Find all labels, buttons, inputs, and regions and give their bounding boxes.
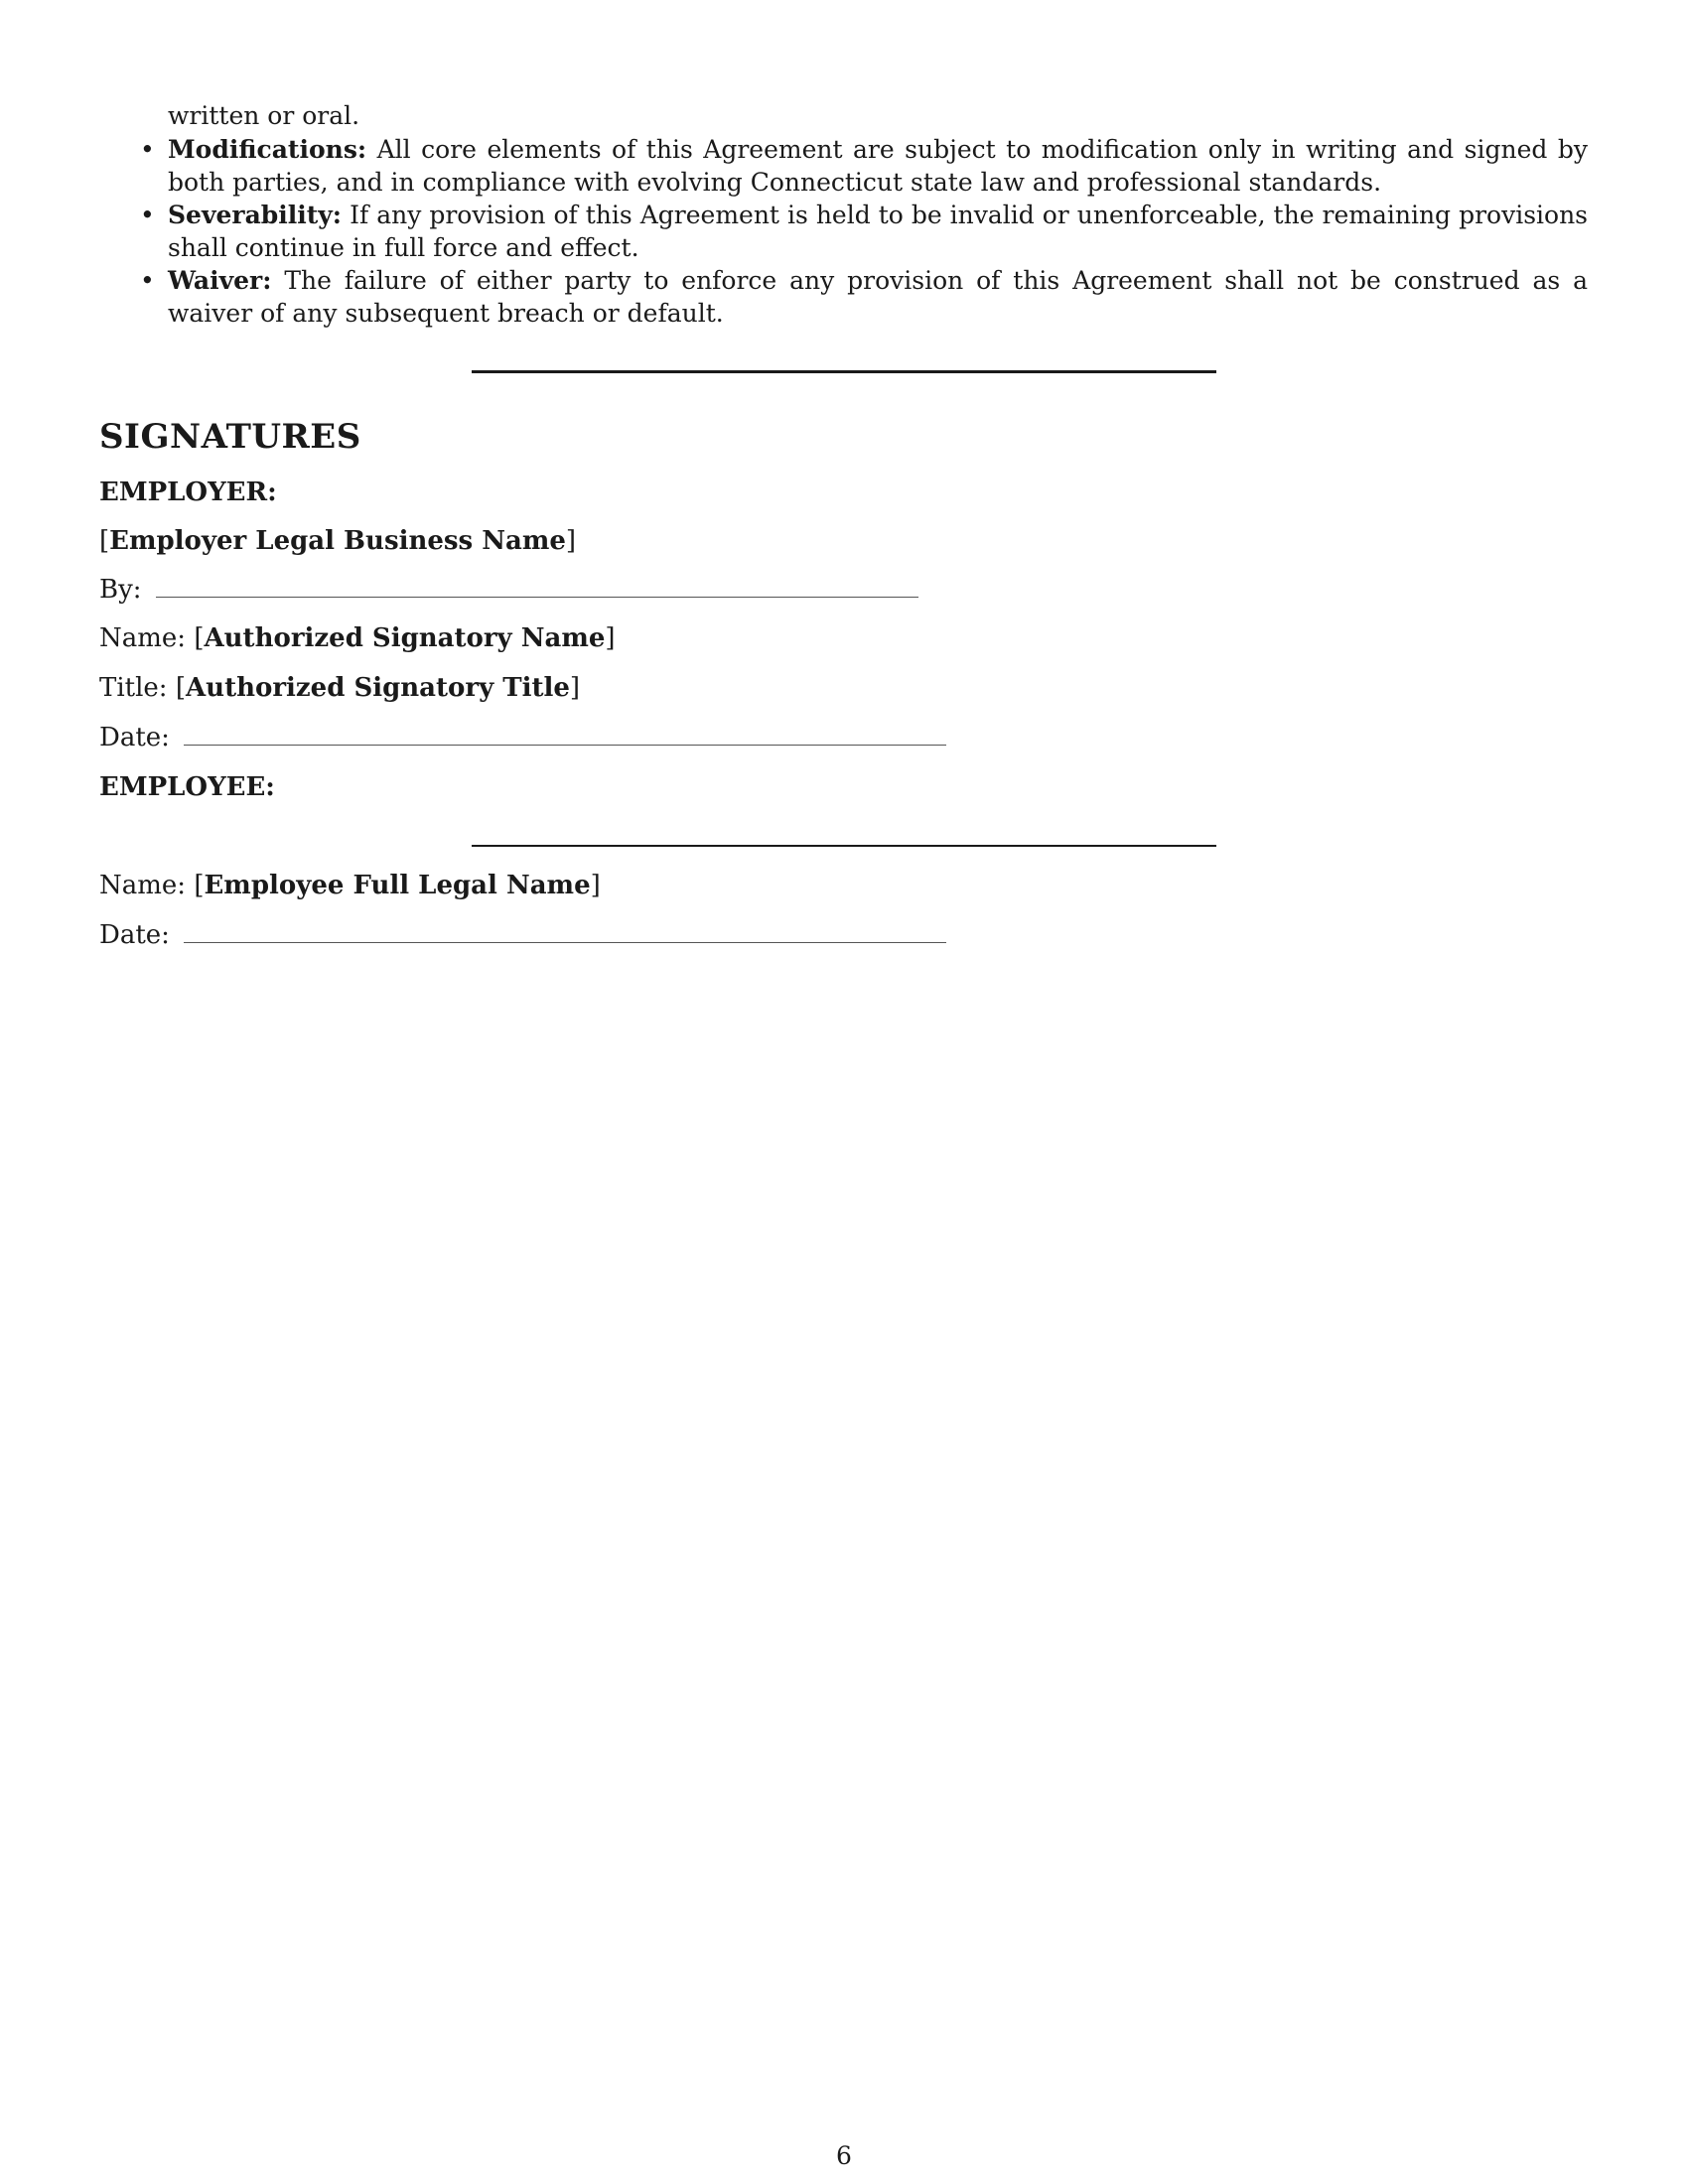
clause-text: If any provision of this Agreement is held to be invalid or unenforceable, the remaining provisions shall continue in full force and effect. bbox=[168, 201, 1589, 262]
page-number: 6 bbox=[836, 2141, 852, 2170]
signatures-heading: SIGNATURES bbox=[99, 417, 361, 457]
date-label: Date: bbox=[99, 723, 170, 752]
employee-date-row bbox=[99, 918, 946, 952]
employee-label: EMPLOYEE: bbox=[99, 772, 275, 802]
name-label: Name: bbox=[99, 623, 187, 653]
name-label: Name: bbox=[99, 871, 187, 900]
employer-business-name: [Employer Legal Business Name] bbox=[99, 526, 577, 556]
employee-signature-line[interactable] bbox=[472, 845, 1216, 847]
employee-name-row: Name: [Employee Full Legal Name] bbox=[99, 871, 601, 900]
clause-term: Severability: bbox=[168, 201, 343, 229]
clause-term: Modifications: bbox=[168, 135, 367, 164]
clause-waiver bbox=[140, 264, 1588, 330]
bullet-icon: • bbox=[140, 135, 155, 164]
date-label: Date: bbox=[99, 920, 170, 950]
employer-by-row bbox=[99, 573, 918, 607]
by-label: By: bbox=[99, 575, 142, 605]
employer-signatory-name: Authorized Signatory Name bbox=[204, 623, 606, 653]
employer-label: EMPLOYER: bbox=[99, 478, 277, 507]
clause-severability bbox=[140, 199, 1589, 264]
employer-date-row bbox=[99, 721, 946, 754]
employer-signature-line[interactable] bbox=[156, 575, 918, 598]
clause-text: All core elements of this Agreement are subject to modification only in writing and signed by both parties, and in compliance with evolving Connecticut state law and professional standards. bbox=[168, 135, 1588, 197]
employer-name-row: Name: [Authorized Signatory Name] bbox=[99, 623, 616, 653]
employer-business-name-value: Employer Legal Business Name bbox=[109, 526, 566, 556]
section-divider bbox=[472, 370, 1216, 373]
employee-full-name: Employee Full Legal Name bbox=[204, 871, 591, 900]
employer-date-line[interactable] bbox=[184, 723, 946, 746]
employer-signatory-title: Authorized Signatory Title bbox=[186, 673, 570, 703]
clause-text: The failure of either party to enforce any provision of this Agreement shall not be construed as a waiver of any subsequent breach or default. bbox=[168, 266, 1588, 328]
clause-list bbox=[140, 133, 1589, 330]
employer-title-row: Title: [Authorized Signatory Title] bbox=[99, 673, 581, 703]
clause-modifications bbox=[140, 133, 1588, 199]
bullet-icon: • bbox=[140, 266, 155, 295]
bullet-icon: • bbox=[140, 201, 155, 229]
continuation-text: written or oral. bbox=[168, 101, 360, 130]
clause-term: Waiver: bbox=[168, 266, 272, 295]
employee-date-line[interactable] bbox=[184, 920, 946, 943]
title-label: Title: bbox=[99, 673, 168, 703]
